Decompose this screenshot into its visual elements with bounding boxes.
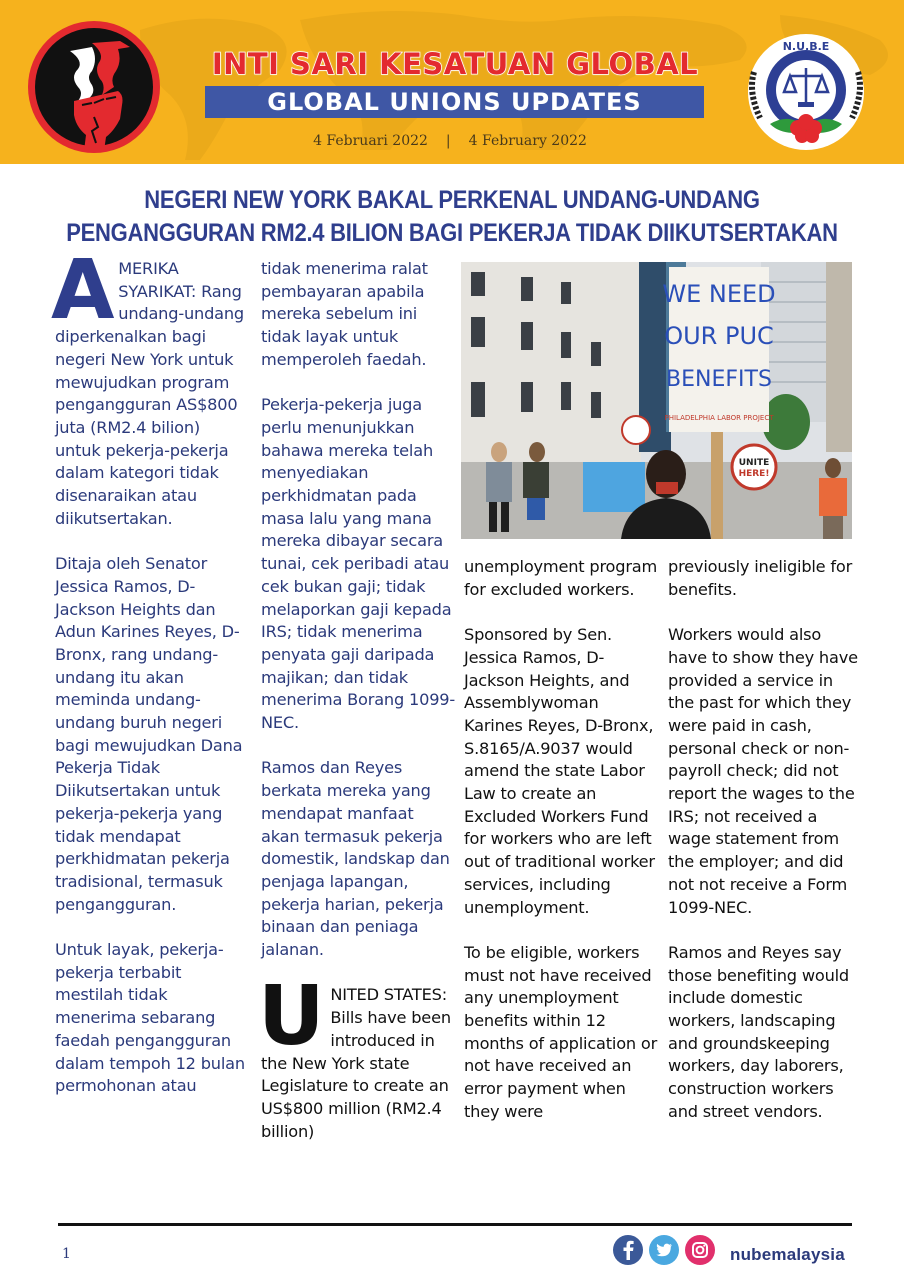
malay-paragraph-5: Ramos dan Reyes berkata mereka yang mendapat manfaat akan termasuk pekerja domestik, landskap dan penjaga lapangan, pekerja harian, pekerja binaan dan peniaga jalanan.	[261, 758, 450, 960]
facebook-icon[interactable]	[612, 1234, 644, 1266]
article-headline	[0, 184, 904, 250]
headline-line-2: PENGANGGURAN RM2.4 BILION BAGI PEKERJA TIDAK DIIKUTSERTAKAN	[66, 219, 838, 247]
footer-divider	[58, 1223, 852, 1226]
date-malay: 4 Februari 2022	[313, 133, 428, 149]
protest-photo	[461, 262, 852, 539]
english-paragraph-3-start: To be eligible, workers must not have received any unemployment benefits within 12 months of application or not have received an error payment when they were	[464, 942, 658, 1121]
badge-line-2: HERE!	[738, 469, 770, 479]
newsletter-title-english: GLOBAL UNIONS UPDATES	[267, 88, 642, 116]
malay-article-column-1	[51, 243, 250, 1098]
dropcap: U	[258, 969, 325, 1065]
social-links	[612, 1233, 716, 1267]
malay-paragraph-1: A MERIKA SYARIKAT: Rang undang-undang diperkenalkan bagi negeri New York untuk mewujudkan program pengangguran AS$800 juta (RM2.4 bilion) untuk pekerja-pekerja dalam kategori tidak disenaraikan atau diikutsertakan.	[51, 243, 245, 528]
sign-line-1: WE NEED	[662, 280, 776, 308]
dropcap: A	[51, 243, 115, 338]
page-number: 1	[62, 1246, 71, 1262]
english-paragraph-2: Sponsored by Sen. Jessica Ramos, D-Jackson Heights, and Assemblywoman Karines Reyes, D-Bronx, S.8165/A.9037 would amend the state Labor Law to create an Excluded Workers Fund for workers who are left out of traditional worker services, including unemployment.	[464, 625, 655, 917]
protest-photo-illustration	[461, 262, 852, 539]
sign-line-3: BENEFITS	[666, 367, 772, 392]
instagram-icon[interactable]	[684, 1234, 716, 1266]
english-paragraph-5: Ramos and Reyes say those benefiting would include domestic workers, landscaping and groundskeeping workers, day laborers, construction workers and street vendors.	[668, 942, 849, 1121]
nube-logo-text: N.U.B.E	[782, 40, 830, 53]
malay-paragraph-2: Ditaja oleh Senator Jessica Ramos, D-Jackson Heights dan Adun Karines Reyes, D-Bronx, rang undang-undang itu akan meminda undang-undang buruh negeri bagi mewujudkan Dana Pekerja Tidak Diikutsertakan untuk pekerja-pekerja yang tidak mendapat perkhidmatan pekerja tradisional, termasuk pengangguran.	[55, 554, 243, 914]
malay-paragraph-4: Pekerja-pekerja juga perlu menunjukkan bahawa mereka telah menyediakan perkhidmatan pada masa lalu yang mana mereka dibayar secara tunai, cek peribadi atau cek bukan gaji; tidak melaporkan gaji kepada IRS; tidak menerima penyata gaji daripada majikan; dan tidak menerima Borang 1099-NEC.	[261, 395, 456, 733]
english-article-column-4	[668, 556, 858, 1124]
social-handle[interactable]: nubemalaysia	[730, 1245, 845, 1264]
header-banner	[0, 0, 904, 164]
date-english: 4 February 2022	[468, 133, 587, 149]
newsletter-title-malay: INTI SARI KESATUAN GLOBAL	[211, 47, 699, 81]
english-paragraph-1-start: U NITED STATES: Bills have been introduced in the New York state Legislature to create an US$800 million (RM2.4 billion)	[258, 969, 451, 1141]
date-separator: |	[445, 133, 451, 149]
english-paragraph-4: Workers would also have to show they have provided a service in the past for which they were paid in cash, personal check or non-payroll check; did not report the wages to the IRS; not received a wage statement from the employer; and did not not receive a Form 1099-NEC.	[668, 625, 858, 917]
sign-line-2: OUR PUC	[664, 322, 774, 350]
sign-footer: PHILADELPHIA LABOR PROJECT	[664, 414, 774, 422]
malay-paragraph-3-end: tidak menerima ralat pembayaran apabila mereka sebelum ini tidak layak untuk memperoleh faedah.	[261, 259, 428, 369]
twitter-icon[interactable]	[648, 1234, 680, 1266]
malay-article-column-2	[258, 258, 456, 1143]
headline-line-1: NEGERI NEW YORK BAKAL PERKENAL UNDANG-UNDANG	[144, 186, 760, 214]
solidarity-fist-logo	[22, 19, 166, 155]
malay-paragraph-3-start: Untuk layak, pekerja-pekerja terbabit mestilah tidak menerima sebarang faedah pengangguran dalam tempoh 12 bulan permohonan atau	[55, 940, 245, 1096]
english-article-column-3	[464, 556, 660, 1124]
english-paragraph-1-end: unemployment program for excluded workers.	[464, 557, 658, 599]
issue-dates	[300, 133, 600, 155]
english-paragraph-3-end: previously ineligible for benefits.	[668, 557, 853, 599]
nube-logo	[740, 32, 872, 152]
badge-line-1: UNITE	[738, 458, 770, 468]
